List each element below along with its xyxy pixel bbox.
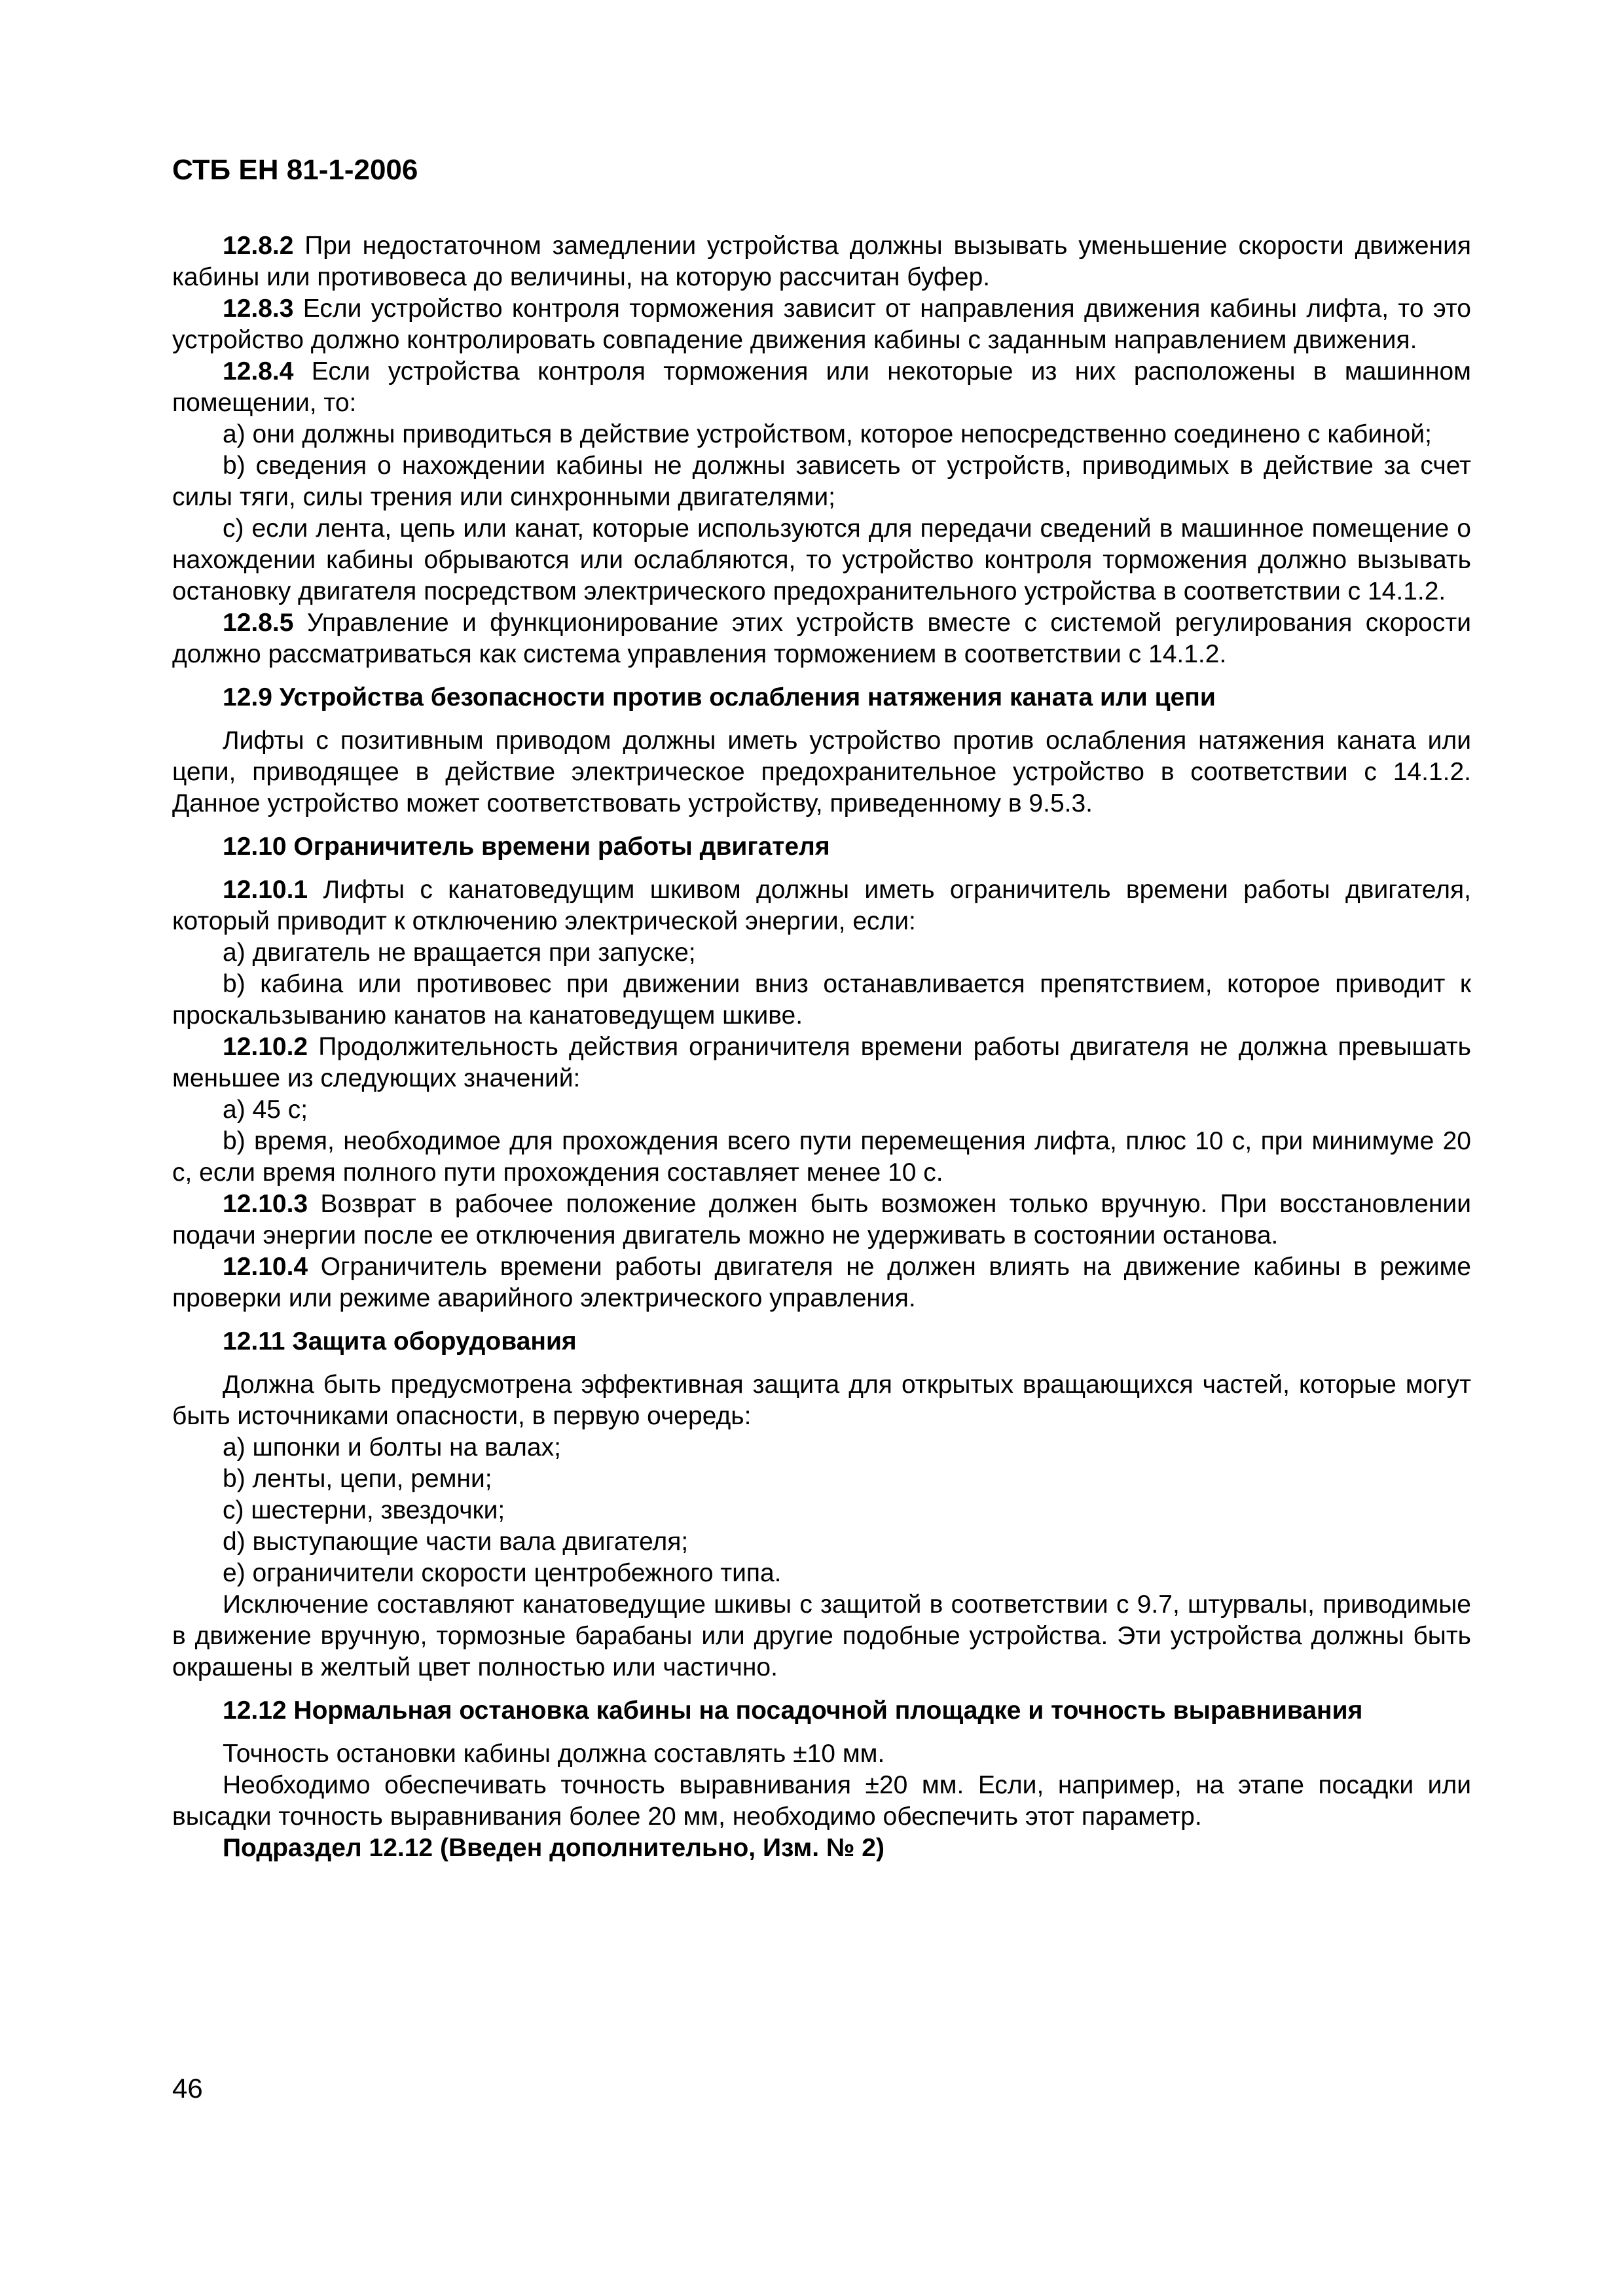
numbered-clause [172, 607, 1471, 670]
clause-text: Ограничитель времени работы двигателя не должен влиять на движение кабины в режиме проверки или режиме аварийного электрического управления. [172, 1253, 1471, 1312]
paragraph: c) если лента, цепь или канат, которые используются для передачи сведений в машинное помещение о нахождении кабины обрываются или ослабляются, то устройство контроля торможения должно вызывать остановку двигателя посредством электрического предохранительного устройства в соответствии с 14.1.2. [172, 514, 1471, 605]
clause-text: Возврат в рабочее положение должен быть возможен только вручную. При восстановлении подачи энергии после ее отключения двигатель можно не удерживать в состоянии останова. [172, 1190, 1471, 1249]
numbered-clause [172, 1251, 1471, 1314]
numbered-clause [172, 230, 1471, 293]
numbered-clause [172, 356, 1471, 419]
clause-number: 12.10.3 [223, 1190, 308, 1218]
document-body [172, 230, 1471, 1864]
paragraph: а) 45 с; [223, 1096, 308, 1124]
paragraph: e) ограничители скорости центробежного типа. [223, 1559, 782, 1587]
paragraph: b) кабина или противовес при движении вниз останавливается препятствием, которое приводит к проскальзыванию канатов на канатоведущем шкиве. [172, 970, 1471, 1030]
paragraph: Лифты с позитивным приводом должны иметь устройство против ослабления натяжения каната или цепи, приводящее в действие электрическое предохранительное устройство в соответствии с 14.1.2. Данное устройство может соответствовать устройству, приведенному в 9.5.3. [172, 726, 1471, 817]
clause-text: Продолжительность действия ограничителя времени работы двигателя не должна превышать меньшее из следующих значений: [172, 1033, 1471, 1092]
section-heading: 12.11 Защита оборудования [223, 1327, 577, 1355]
clause-number: 12.10.2 [223, 1033, 308, 1061]
clause-number: 12.8.2 [223, 232, 294, 260]
page-number: 46 [172, 2073, 203, 2104]
clause-text: Лифты с канатоведущим шкивом должны иметь ограничитель времени работы двигателя, который приводит к отключению электрической энергии, если: [172, 876, 1471, 935]
standard-header: СТБ ЕН 81-1-2006 [172, 154, 418, 186]
section-heading: 12.10 Ограничитель времени работы двигателя [223, 833, 830, 861]
paragraph: а) двигатель не вращается при запуске; [223, 939, 696, 967]
clause-text: Если устройства контроля торможения или некоторые из них расположены в машинном помещении, то: [172, 357, 1471, 417]
paragraph: а) шпонки и болты на валах; [223, 1433, 561, 1462]
clause-number: 12.8.5 [223, 609, 294, 637]
paragraph: b) время, необходимое для прохождения всего пути перемещения лифта, плюс 10 с, при минимуме 20 с, если время полного пути прохождения составляет менее 10 с. [172, 1127, 1471, 1187]
amendment-note: Подраздел 12.12 (Введен дополнительно, Изм. № 2) [223, 1834, 884, 1862]
paragraph: Необходимо обеспечивать точность выравнивания ±20 мм. Если, например, на этапе посадки или высадки точность выравнивания более 20 мм, необходимо обеспечить этот параметр. [172, 1771, 1471, 1831]
paragraph: d) выступающие части вала двигателя; [223, 1528, 689, 1556]
numbered-clause [172, 1031, 1471, 1094]
paragraph: b) сведения о нахождении кабины не должны зависеть от устройств, приводимых в действие за счет силы тяги, силы трения или синхронными двигателями; [172, 452, 1471, 511]
numbered-clause [172, 1189, 1471, 1251]
paragraph: b) ленты, цепи, ремни; [223, 1465, 492, 1493]
paragraph: Исключение составляют канатоведущие шкивы с защитой в соответствии с 9.7, штурвалы, приводимые в движение вручную, тормозные барабаны или другие подобные устройства. Эти устройства должны быть окрашены в желтый цвет полностью или частично. [172, 1590, 1471, 1681]
paragraph: Должна быть предусмотрена эффективная защита для открытых вращающихся частей, которые могут быть источниками опасности, в первую очередь: [172, 1371, 1471, 1430]
clause-number: 12.8.3 [223, 295, 294, 323]
section-heading: 12.12 Нормальная остановка кабины на посадочной площадке и точность выравнивания [223, 1696, 1363, 1725]
clause-number: 12.10.4 [223, 1253, 308, 1281]
paragraph: c) шестерни, звездочки; [223, 1496, 505, 1524]
clause-number: 12.10.1 [223, 876, 308, 904]
clause-number: 12.8.4 [223, 357, 294, 386]
section-heading: 12.9 Устройства безопасности против ослабления натяжения каната или цепи [223, 683, 1216, 711]
clause-text: Если устройство контроля торможения зависит от направления движения кабины лифта, то это устройство должно контролировать совпадение движения кабины с заданным направлением движения. [172, 295, 1471, 354]
numbered-clause [172, 874, 1471, 937]
numbered-clause [172, 293, 1471, 356]
paragraph [172, 1833, 1471, 1864]
paragraph: а) они должны приводиться в действие устройством, которое непосредственно соединено с кабиной; [223, 420, 1432, 448]
clause-text: Управление и функционирование этих устройств вместе с системой регулирования скорости должно рассматриваться как система управления торможением в соответствии с 14.1.2. [172, 609, 1471, 668]
paragraph: Точность остановки кабины должна составлять ±10 мм. [223, 1740, 885, 1768]
clause-text: При недостаточном замедлении устройства должны вызывать уменьшение скорости движения кабины или противовеса до величины, на которую рассчитан буфер. [172, 232, 1471, 291]
